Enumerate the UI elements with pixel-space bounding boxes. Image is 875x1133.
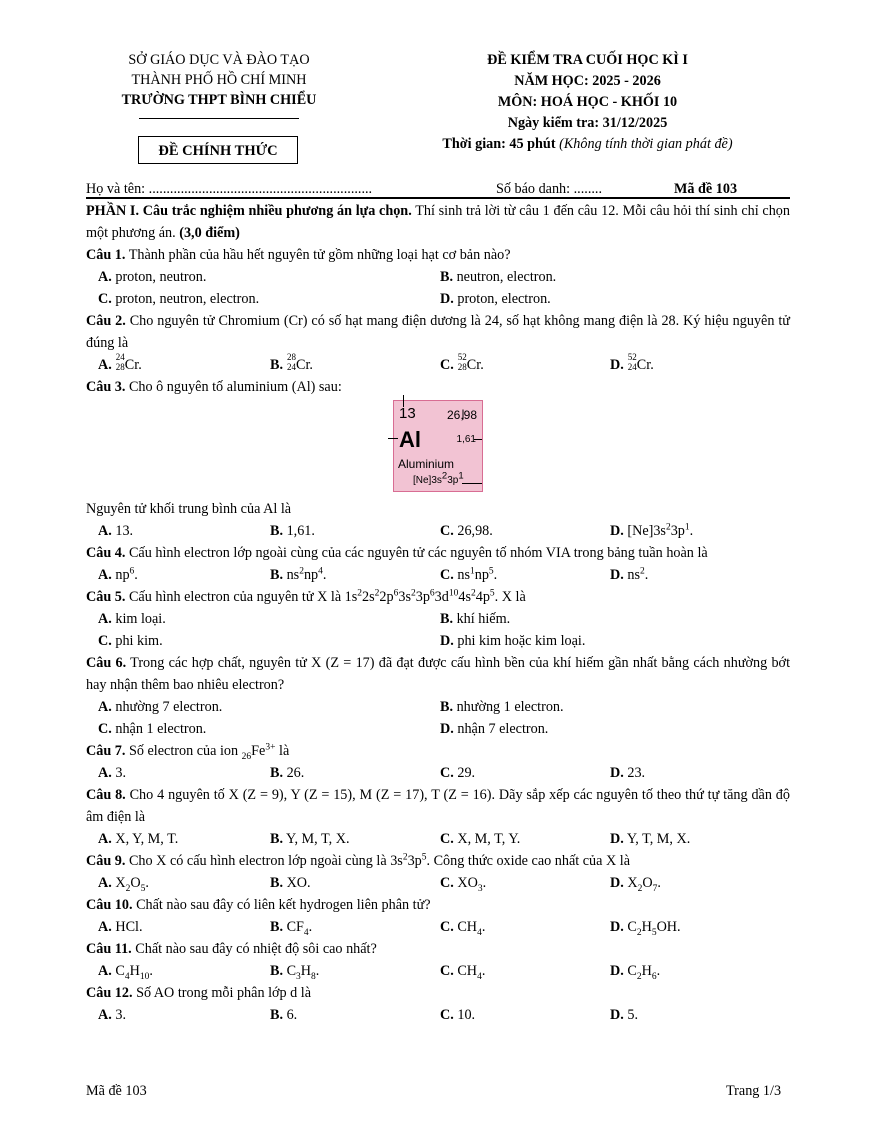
question-2-options (86, 354, 790, 376)
option-c[interactable]: C. nhận 1 electron. (98, 721, 207, 737)
option-d[interactable]: D. 23. (610, 765, 646, 781)
option-d[interactable]: D. nhận 7 electron. (440, 721, 549, 737)
option-b[interactable]: B. Y, M, T, X. (270, 831, 350, 847)
option-c[interactable]: C. 29. (440, 765, 476, 781)
student-line-divider (86, 197, 790, 199)
question-10: Câu 10. Chất nào sau đây có liên kết hydrogen liên phân tử? (86, 897, 431, 913)
element-symbol: Al (399, 427, 421, 452)
question-1-options-row2 (86, 288, 790, 310)
question-5: Câu 5. Cấu hình electron của nguyên tử X là $1s^22s^22p^63s^23p^63d^{10}4s^24p^5$. X là (86, 588, 526, 605)
question-2: Câu 2. Cho nguyên tử Chromium (Cr) có số hạt mang điện dương là 24, số hạt không mang điện là 28. Ký hiệu nguyên tử đúng là (86, 313, 790, 351)
question-12: Câu 12. Số AO trong mỗi phân lớp d là (86, 985, 312, 1001)
option-b[interactable]: B. $CF_4$. (270, 919, 313, 938)
question-8: Câu 8. Cho 4 nguyên tố X (Z = 9), Y (Z = 15), M (Z = 17), T (Z = 16). Dãy sắp xếp các nguyên tố theo thứ tự tăng dần độ âm điện là (86, 787, 790, 825)
question-7: Câu 7. Số electron của ion $_{26}Fe^{3+}$ là (86, 742, 290, 762)
element-name: Aluminium (398, 457, 455, 471)
option-d[interactable]: D. 52 24 Cr. (610, 352, 654, 373)
question-1-options-row1 (86, 266, 790, 288)
question-3-options (86, 520, 790, 542)
exam-date: Ngày kiểm tra: 31/12/2025 (507, 115, 668, 131)
electronegativity: 1,61 (456, 434, 476, 445)
option-a[interactable]: A. kim loại. (98, 611, 166, 627)
option-d[interactable]: D. $C_2H_6$. (610, 963, 661, 982)
option-c[interactable]: C. $ns^1np^5$. (440, 566, 498, 583)
option-c[interactable]: C. phi kim. (98, 633, 163, 649)
official-badge: ĐỀ CHÍNH THỨC (138, 136, 298, 164)
option-d[interactable]: D. proton, electron. (440, 291, 551, 307)
option-a[interactable]: A. HCl. (98, 919, 143, 935)
question-6-options-row2 (86, 718, 790, 740)
atomic-number: 13 (399, 405, 416, 422)
option-d[interactable]: D. Y, T, M, X. (610, 831, 691, 847)
option-c[interactable]: C. proton, neutron, electron. (98, 291, 260, 307)
question-11: Câu 11. Chất nào sau đây có nhiệt độ sôi cao nhất? (86, 941, 377, 957)
exam-time: Thời gian: 45 phút (Không tính thời gian phát đề) (442, 136, 733, 152)
option-b[interactable]: B. 26. (270, 765, 305, 781)
question-7-options (86, 762, 790, 784)
option-d[interactable]: D. phi kim hoặc kim loại. (440, 633, 586, 649)
question-6: Câu 6. Trong các hợp chất, nguyên tử X (Z = 17) đã đạt được cấu hình bền của khí hiếm gần nhất bằng cách nhường bớt hay nhận thêm bao nhiêu electron? (86, 655, 791, 693)
student-name-field: Họ và tên: ............................................................... (86, 181, 373, 197)
exam-title: ĐỀ KIỂM TRA CUỐI HỌC KÌ I (487, 52, 688, 68)
option-c[interactable]: C. X, M, T, Y. (440, 831, 521, 847)
department-name: SỞ GIÁO DỤC VÀ ĐÀO TẠO (128, 52, 310, 68)
school-name: TRƯỜNG THPT BÌNH CHIỂU (121, 92, 317, 108)
option-a[interactable]: A. 3. (98, 1007, 126, 1023)
option-a[interactable]: A. 3. (98, 765, 126, 781)
option-b[interactable]: B. nhường 1 electron. (440, 699, 564, 715)
question-5-options-row1 (86, 608, 790, 630)
option-d[interactable]: D. 5. (610, 1007, 638, 1023)
option-a[interactable]: A. $C_4H_{10}$. (98, 963, 153, 982)
option-d[interactable]: D. $C_2H_5OH$. (610, 919, 681, 938)
option-b[interactable]: B. 28 24 Cr. (270, 352, 313, 373)
option-a[interactable]: A. X, Y, M, T. (98, 831, 179, 847)
option-b[interactable]: B. 6. (270, 1007, 298, 1023)
option-a[interactable]: A. nhường 7 electron. (98, 699, 223, 715)
header-right (405, 50, 770, 155)
option-d[interactable]: D. $ns^2$. (610, 566, 649, 583)
atomic-mass: 26,98 (446, 408, 477, 422)
question-10-options (86, 916, 790, 938)
question-4-options (86, 564, 790, 586)
question-8-options (86, 828, 790, 850)
question-11-options (86, 960, 790, 982)
question-12-options (86, 1004, 790, 1026)
option-a[interactable]: A. $X_2O_5$. (98, 875, 149, 894)
option-a[interactable]: A. $np^6$. (98, 566, 138, 583)
question-1: Câu 1. Thành phần của hầu hết nguyên tử gồm những loại hạt cơ bản nào? (86, 247, 511, 263)
option-d[interactable]: D. $X_2O_7$. (610, 875, 661, 894)
school-year: NĂM HỌC: 2025 - 2026 (514, 73, 661, 89)
question-4: Câu 4. Cấu hình electron lớp ngoài cùng của các nguyên tử các nguyên tố nhóm VIA trong bảng tuần hoàn là (86, 545, 708, 561)
electron-configuration: $[Ne]3s^23p^1$ (413, 470, 464, 486)
option-d[interactable]: D. $[Ne]3s^23p^1$. (610, 522, 694, 539)
option-c[interactable]: C. $CH_4$. (440, 919, 486, 938)
question-3: Câu 3. Cho ô nguyên tố aluminium (Al) sau: (86, 379, 342, 395)
option-c[interactable]: C. $CH_4$. (440, 963, 486, 982)
header-left (100, 50, 338, 110)
option-c[interactable]: C. 26,98. (440, 523, 493, 539)
question-5-options-row2 (86, 630, 790, 652)
aluminium-element-tile (393, 400, 483, 492)
city-name: THÀNH PHỐ HỒ CHÍ MINH (131, 72, 307, 88)
subject: MÔN: HOÁ HỌC - KHỐI 10 (497, 94, 678, 110)
option-a[interactable]: A. proton, neutron. (98, 269, 207, 285)
option-a[interactable]: A. 24 28 Cr. (98, 352, 142, 373)
option-c[interactable]: C. $XO_3$. (440, 875, 487, 894)
option-b[interactable]: B. 1,61. (270, 523, 315, 539)
option-a[interactable]: A. 13. (98, 523, 134, 539)
option-b[interactable]: B. $ns^2np^4$. (270, 566, 327, 583)
question-3-prompt: Nguyên tử khối trung bình của Al là (86, 501, 292, 517)
question-6-options-row1 (86, 696, 790, 718)
option-c[interactable]: C. 10. (440, 1007, 476, 1023)
exam-code: Mã đề 103 (674, 181, 738, 197)
option-b[interactable]: B. $C_3H_8$. (270, 963, 320, 982)
question-9-options (86, 872, 790, 894)
option-c[interactable]: C. 52 28 Cr. (440, 352, 484, 373)
option-b[interactable]: B. neutron, electron. (440, 269, 557, 285)
footer-exam-code: Mã đề 103 (86, 1083, 147, 1099)
element-tile-wrap (86, 398, 790, 498)
footer-page-number: Trang 1/3 (726, 1083, 782, 1099)
student-id-field: Số báo danh: ........ (496, 181, 603, 197)
header-left-divider (139, 118, 299, 119)
question-9: Câu 9. Cho X có cấu hình electron lớp ngoài cùng là $3s^23p^5$. Công thức oxide cao nhất của X là (86, 852, 630, 869)
exam-body (86, 200, 790, 1026)
part-instructions: PHẦN I. Câu trắc nghiệm nhiều phương án lựa chọn. Thí sinh trả lời từ câu 1 đến câu 12. Mỗi câu hỏi thí sinh chỉ chọn một phương án. (3,0 điểm) (86, 203, 790, 241)
option-b[interactable]: B. XO. (270, 875, 311, 891)
option-b[interactable]: B. khí hiếm. (440, 611, 511, 627)
